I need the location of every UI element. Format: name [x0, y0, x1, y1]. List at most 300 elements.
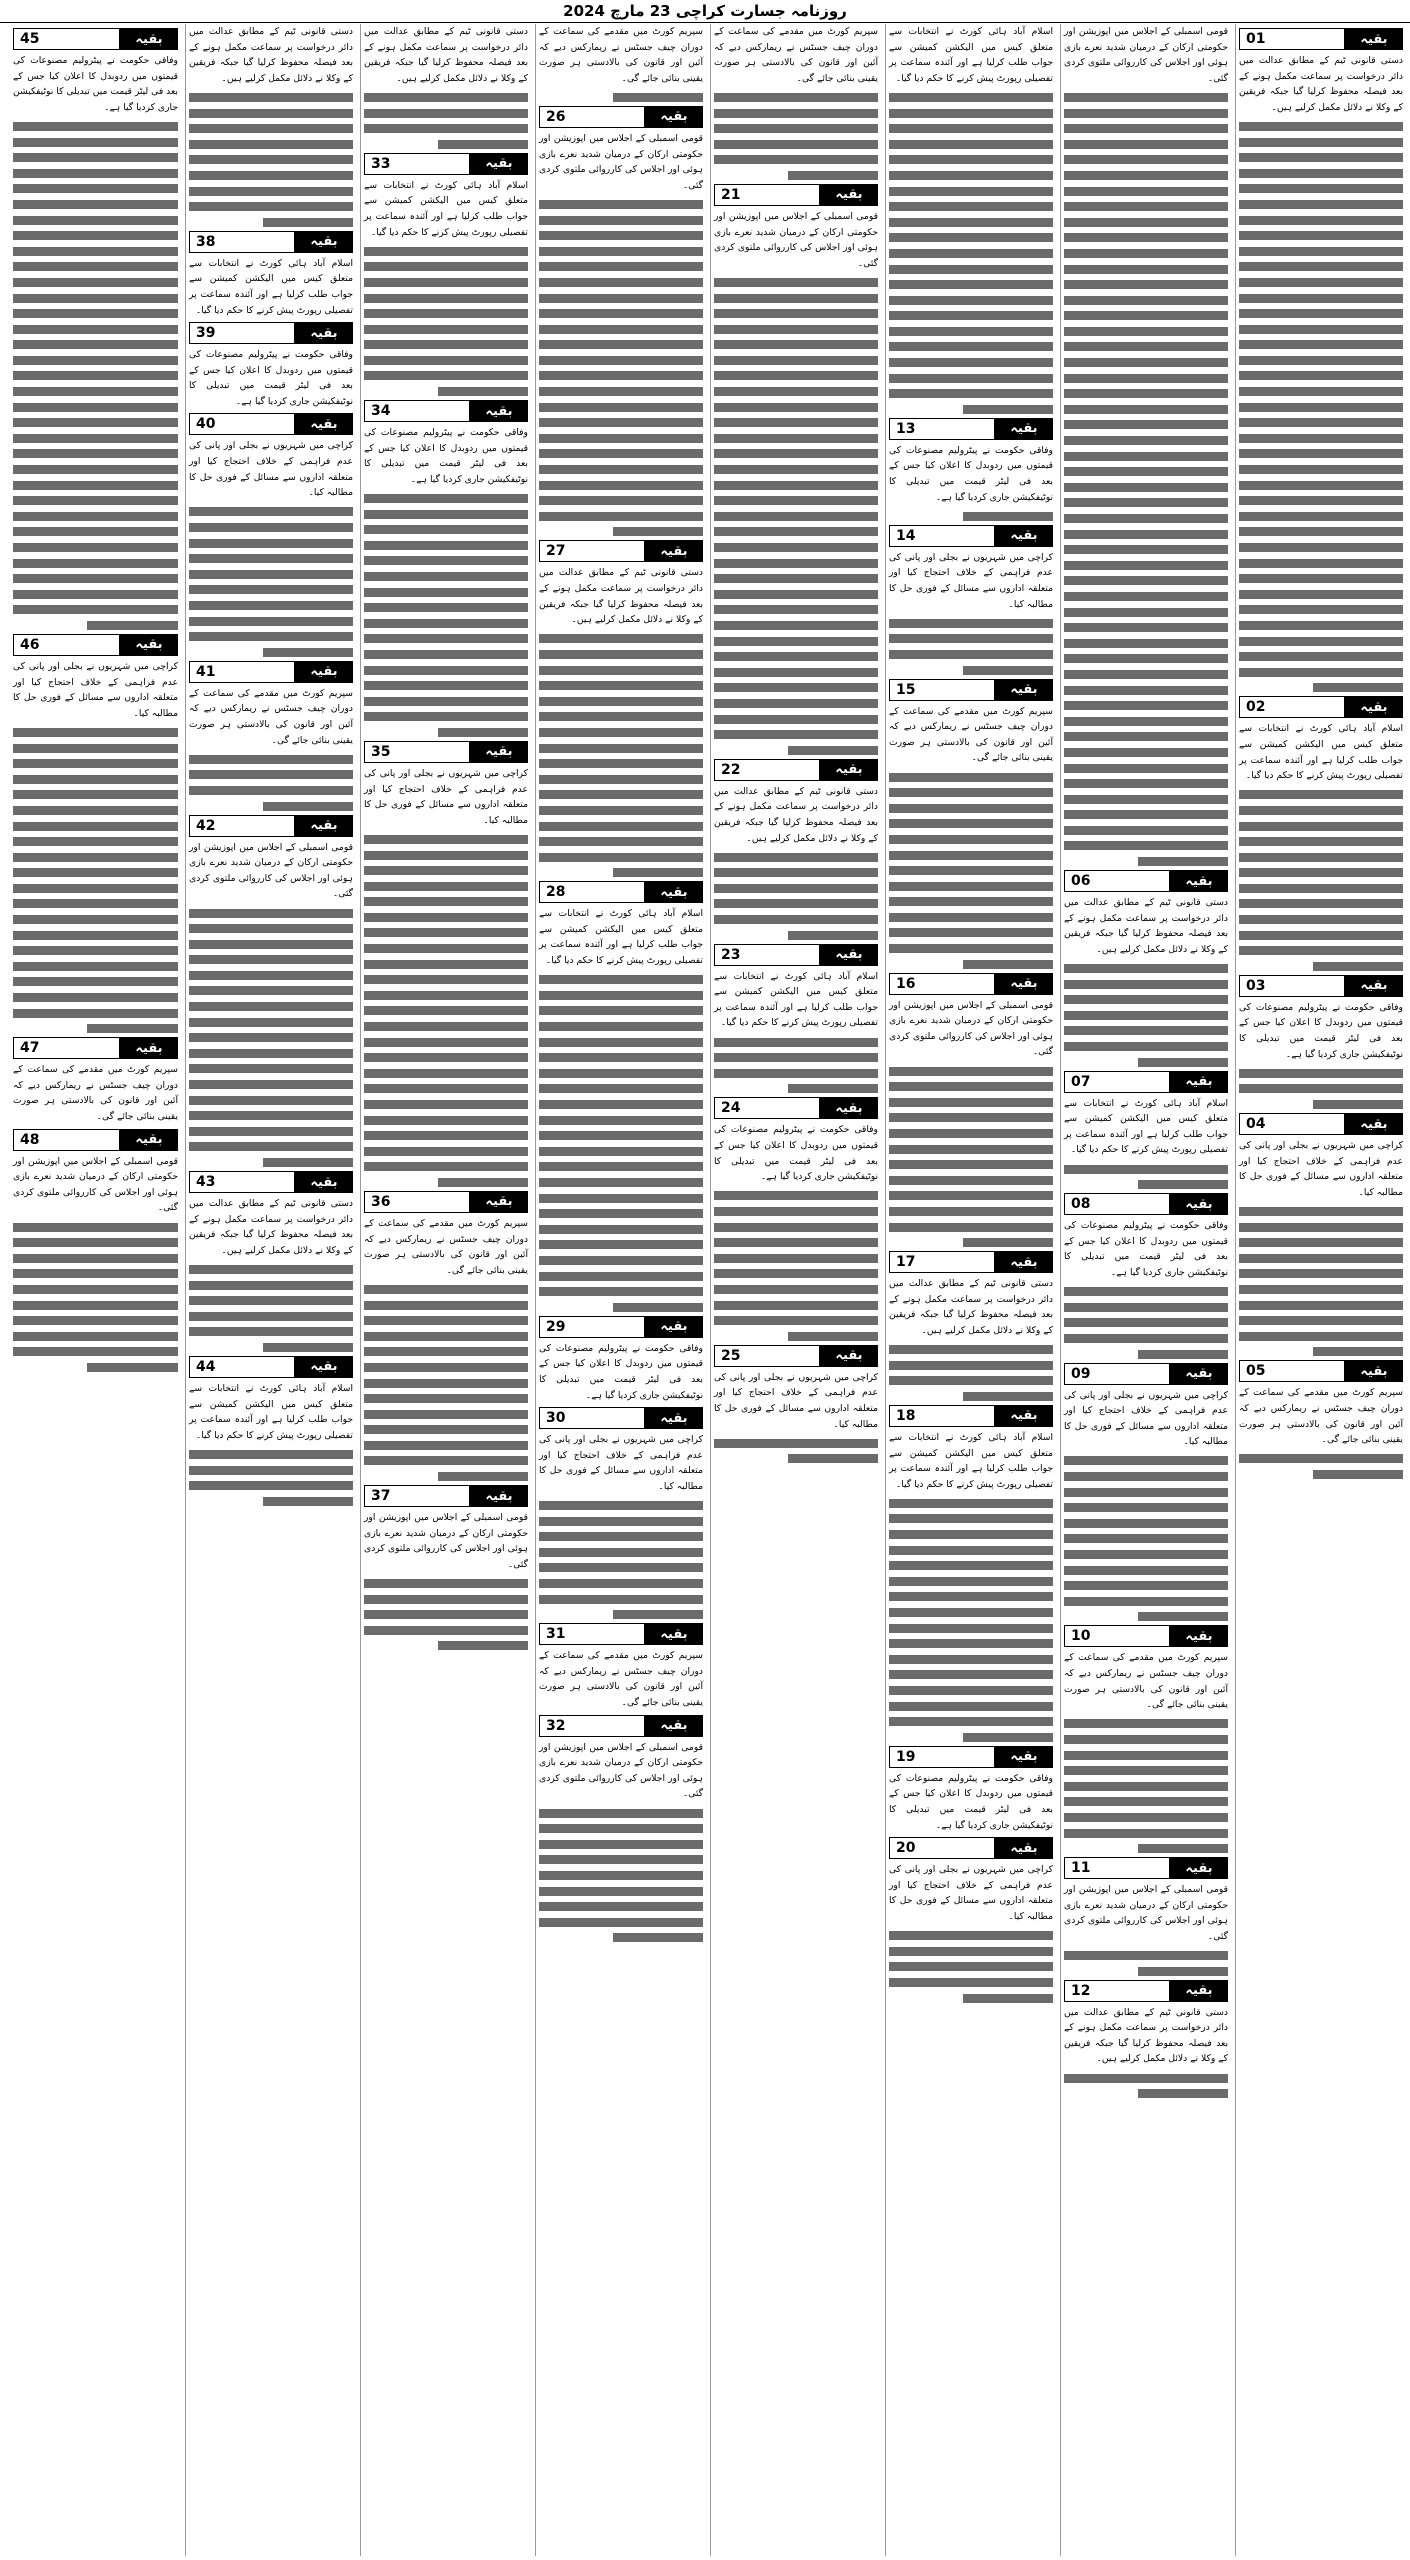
text-line	[714, 1069, 878, 1078]
text-line	[364, 572, 528, 581]
continued-badge: بقیہ	[295, 322, 353, 344]
text-line	[364, 897, 528, 906]
text-line	[1064, 265, 1228, 274]
text-line	[364, 603, 528, 612]
text-line	[364, 1116, 528, 1125]
article-text: کراچی میں شہریوں نے بجلی اور پانی کی عدم فراہمی کے خلاف احتجاج کیا اور متعلقہ اداروں سے مسائل کے فوری حل کا مطالبہ کیا۔	[889, 551, 1053, 610]
article-text-lines	[189, 507, 353, 656]
text-line	[1064, 1165, 1228, 1174]
text-line	[189, 1312, 353, 1321]
article-text-lines	[189, 1265, 353, 1352]
text-line	[438, 140, 528, 149]
text-line	[364, 1084, 528, 1093]
text-line	[714, 371, 878, 380]
text-line	[714, 434, 878, 443]
text-line	[189, 585, 353, 594]
text-line	[714, 1223, 878, 1232]
text-line	[13, 915, 178, 924]
text-line	[1138, 857, 1228, 866]
text-line	[1064, 686, 1228, 695]
text-line	[1064, 576, 1228, 585]
text-line	[1064, 1581, 1228, 1590]
text-line	[13, 403, 178, 412]
text-line	[1239, 868, 1403, 877]
text-line	[1239, 559, 1403, 568]
article-text: وفاقی حکومت نے پیٹرولیم مصنوعات کی قیمتوں میں ردوبدل کا اعلان کیا جس کے بعد فی لیٹر قیمت میں تبدیلی کا نوٹیفکیشن جاری کردیا گیا ہے۔	[889, 444, 1053, 503]
article-text: دستی قانونی ٹیم کے مطابق عدالت میں دائر درخواست پر سماعت مکمل ہونے کے بعد فیصلہ محفوظ کرلیا گیا جبکہ فریقین کے وکلا نے دلائل مکمل کرلیے ہیں۔	[189, 26, 353, 84]
article-text-lines	[539, 200, 703, 536]
text-line	[364, 975, 528, 984]
continued-badge: بقیہ	[995, 1837, 1053, 1859]
text-line	[1239, 325, 1403, 334]
text-line	[1064, 810, 1228, 819]
article-text: اسلام آباد ہائی کورٹ نے انتخابات سے متعلق کیس میں الیکشن کمیشن سے جواب طلب کرلیا ہے اور آئندہ سماعت پر تفصیلی رپورٹ پیش کرنے کا حکم دیا گیا۔	[1239, 723, 1403, 782]
article-text: وفاقی حکومت نے پیٹرولیم مصنوعات کی قیمتوں میں ردوبدل کا اعلان کیا جس کے بعد فی لیٹر قیمت میں تبدیلی کا نوٹیفکیشن جاری کردیا گیا ہے۔	[889, 1772, 1053, 1831]
text-line	[364, 928, 528, 937]
text-line	[714, 418, 878, 427]
text-line	[714, 1238, 878, 1247]
text-line	[889, 913, 1053, 922]
text-line	[189, 617, 353, 626]
text-line	[714, 481, 878, 490]
text-line	[364, 634, 528, 643]
article-text-lines	[889, 1931, 1053, 2002]
text-line	[1064, 467, 1228, 476]
article-text: اسلام آباد ہائی کورٹ نے انتخابات سے متعلق کیس میں الیکشن کمیشن سے جواب طلب کرلیا ہے اور آئندہ سماعت پر تفصیلی رپورٹ پیش کرنے کا حکم دیا گیا۔	[714, 970, 878, 1029]
continued-badge: بقیہ	[820, 1097, 878, 1119]
text-line	[189, 786, 353, 795]
continuation-box	[1064, 1625, 1228, 1647]
text-line	[889, 866, 1053, 875]
article-text-lines	[364, 835, 528, 1187]
text-line	[889, 1546, 1053, 1555]
article-text-lines	[364, 247, 528, 396]
text-line	[889, 619, 1053, 628]
text-line	[438, 1641, 528, 1650]
text-line	[889, 311, 1053, 320]
text-line	[539, 200, 703, 209]
text-line	[189, 1111, 353, 1120]
continued-badge: بقیہ	[1170, 1625, 1228, 1647]
text-line	[889, 109, 1053, 118]
text-line	[13, 309, 178, 318]
text-line	[1239, 1316, 1403, 1325]
text-line	[1239, 184, 1403, 193]
text-line	[13, 449, 178, 458]
continuation-box	[714, 944, 878, 966]
text-line	[889, 171, 1053, 180]
text-line	[1239, 294, 1403, 303]
text-line	[1064, 420, 1228, 429]
article-text-lines	[1239, 1069, 1403, 1109]
continued-badge: بقیہ	[470, 400, 528, 422]
continuation-box	[889, 1251, 1053, 1273]
article-text: وفاقی حکومت نے پیٹرولیم مصنوعات کی قیمتوں میں ردوبدل کا اعلان کیا جس کے بعد فی لیٹر قیمت میں تبدیلی کا نوٹیفکیشن جاری کردیا گیا ہے۔	[714, 1124, 878, 1183]
text-line	[889, 1223, 1053, 1232]
continuation-box	[364, 400, 528, 422]
continuation-box	[539, 106, 703, 128]
text-line	[539, 1162, 703, 1171]
text-line	[13, 527, 178, 536]
text-line	[1239, 806, 1403, 815]
text-line	[13, 1254, 178, 1263]
text-line	[539, 975, 703, 984]
continuation-box	[1064, 1980, 1228, 2002]
continuation-box	[1064, 1193, 1228, 1215]
text-line	[889, 897, 1053, 906]
text-line	[13, 1238, 178, 1247]
text-line	[189, 202, 353, 211]
text-line	[539, 1809, 703, 1818]
text-line	[1239, 899, 1403, 908]
text-line	[539, 309, 703, 318]
text-line	[1064, 701, 1228, 710]
text-line	[364, 1347, 528, 1356]
text-line	[539, 1147, 703, 1156]
text-line	[364, 588, 528, 597]
text-line	[1239, 216, 1403, 225]
text-line	[13, 837, 178, 846]
continuation-number: 13	[889, 418, 995, 440]
continuation-number: 15	[889, 679, 995, 701]
text-line	[1064, 140, 1228, 149]
text-line	[1064, 717, 1228, 726]
continuation-number: 01	[1239, 28, 1345, 50]
continuation-number: 19	[889, 1746, 995, 1768]
continued-badge: بقیہ	[1345, 1113, 1403, 1135]
article-text-lines	[714, 93, 878, 180]
continuation-box	[189, 322, 353, 344]
text-line	[13, 728, 178, 737]
text-line	[714, 527, 878, 536]
text-line	[189, 1466, 353, 1475]
text-line	[364, 666, 528, 675]
text-line	[364, 541, 528, 550]
text-line	[438, 1178, 528, 1187]
article-text-lines	[539, 1501, 703, 1619]
text-line	[714, 853, 878, 862]
text-line	[189, 1002, 353, 1011]
text-line	[1138, 1612, 1228, 1621]
article-text: کراچی میں شہریوں نے بجلی اور پانی کی عدم فراہمی کے خلاف احتجاج کیا اور متعلقہ اداروں سے مسائل کے فوری حل کا مطالبہ کیا۔	[1239, 1140, 1403, 1198]
continuation-box	[189, 231, 353, 253]
text-line	[13, 387, 178, 396]
text-line	[13, 1301, 178, 1310]
newspaper-page	[4, 24, 1406, 2556]
text-line	[539, 1209, 703, 1218]
article-text: اسلام آباد ہائی کورٹ نے انتخابات سے متعلق کیس میں الیکشن کمیشن سے جواب طلب کرلیا ہے اور آئندہ سماعت پر تفصیلی رپورٹ پیش کرنے کا حکم دیا گیا۔	[189, 1382, 353, 1441]
text-line	[889, 218, 1053, 227]
continuation-number: 38	[189, 231, 295, 253]
text-line	[889, 187, 1053, 196]
text-line	[1064, 654, 1228, 663]
article-text: دستی قانونی ٹیم کے مطابق عدالت میں دائر درخواست پر سماعت مکمل ہونے کے بعد فیصلہ محفوظ کرلیا گیا جبکہ فریقین کے وکلا نے دلائل مکمل کرلیے ہیں۔	[189, 1198, 353, 1256]
text-line	[13, 356, 178, 365]
text-line	[364, 294, 528, 303]
text-line	[1064, 1782, 1228, 1791]
continuation-number: 25	[714, 1345, 820, 1367]
text-line	[189, 1049, 353, 1058]
text-line	[539, 806, 703, 815]
text-line	[539, 1084, 703, 1093]
text-line	[539, 1256, 703, 1265]
text-line	[539, 728, 703, 737]
article-text: قومی اسمبلی کے اجلاس میں اپوزیشن اور حکومتی ارکان کے درمیان شدید نعرے بازی ہوئی اور اجلاس کی کارروائی ملتوی کردی گئی۔	[1064, 1884, 1228, 1942]
text-line	[539, 1563, 703, 1572]
text-line	[13, 325, 178, 334]
text-line	[364, 1022, 528, 1031]
text-line	[539, 496, 703, 505]
text-line	[1064, 1011, 1228, 1020]
text-line	[889, 1717, 1053, 1726]
text-line	[714, 543, 878, 552]
continuation-number: 18	[889, 1405, 995, 1427]
text-line	[1064, 1519, 1228, 1528]
text-line	[364, 944, 528, 953]
text-line	[539, 1131, 703, 1140]
text-line	[13, 993, 178, 1002]
text-line	[364, 1147, 528, 1156]
continued-badge: بقیہ	[995, 1251, 1053, 1273]
text-line	[364, 340, 528, 349]
text-line	[539, 418, 703, 427]
continuation-box	[1239, 1360, 1403, 1382]
article-text: سپریم کورٹ میں مقدمے کی سماعت کے دوران چیف جسٹس نے ریمارکس دیے کہ آئین اور قانون کی بالادستی ہر صورت یقینی بنائی جائے گی۔	[539, 1650, 703, 1708]
text-line	[889, 374, 1053, 383]
text-line	[1064, 405, 1228, 414]
text-line	[364, 851, 528, 860]
text-line	[539, 837, 703, 846]
article-text: دستی قانونی ٹیم کے مطابق عدالت میں دائر درخواست پر سماعت مکمل ہونے کے بعد فیصلہ محفوظ کرلیا گیا جبکہ فریقین کے وکلا نے دلائل مکمل کرلیے ہیں۔	[1064, 2006, 1228, 2065]
continued-badge: بقیہ	[470, 1485, 528, 1507]
text-line	[889, 1670, 1053, 1679]
continued-badge: بقیہ	[645, 1407, 703, 1429]
article-text-lines	[1064, 964, 1228, 1067]
text-line	[1064, 280, 1228, 289]
text-line	[539, 775, 703, 784]
text-line	[1064, 1829, 1228, 1838]
text-line	[189, 632, 353, 641]
text-line	[189, 1142, 353, 1151]
text-line	[13, 946, 178, 955]
text-line	[539, 387, 703, 396]
text-line	[539, 1287, 703, 1296]
continuation-box	[189, 413, 353, 435]
text-line	[1064, 218, 1228, 227]
column-4	[710, 24, 881, 2556]
text-line	[1239, 590, 1403, 599]
text-line	[714, 340, 878, 349]
continuation-number: 30	[539, 1407, 645, 1429]
text-line	[539, 853, 703, 862]
text-line	[13, 278, 178, 287]
continuation-number: 35	[364, 741, 470, 763]
text-line	[364, 356, 528, 365]
text-line	[1064, 327, 1228, 336]
text-line	[539, 634, 703, 643]
text-line	[539, 759, 703, 768]
text-line	[189, 924, 353, 933]
article-text-lines	[1064, 1287, 1228, 1358]
text-line	[889, 1082, 1053, 1091]
article-text: سپریم کورٹ میں مقدمے کی سماعت کے دوران چیف جسٹس نے ریمارکس دیے کہ آئین اور قانون کی بالادستی ہر صورت یقینی بنائی جائے گی۔	[364, 1217, 528, 1276]
article-text-lines	[539, 975, 703, 1311]
text-line	[1239, 387, 1403, 396]
article-text: دستی قانونی ٹیم کے مطابق عدالت میں دائر درخواست پر سماعت مکمل ہونے کے بعد فیصلہ محفوظ کرلیا گیا جبکہ فریقین کے وکلا نے دلائل مکمل کرلیے ہیں۔	[1239, 55, 1403, 113]
text-line	[1239, 1084, 1403, 1093]
text-line	[1064, 1797, 1228, 1806]
text-line	[714, 1301, 878, 1310]
text-line	[539, 991, 703, 1000]
article-text: قومی اسمبلی کے اجلاس میں اپوزیشن اور حکومتی ارکان کے درمیان شدید نعرے بازی ہوئی اور اجلاس کی کارروائی ملتوی کردی گئی۔	[539, 1741, 703, 1800]
continuation-number: 21	[714, 184, 820, 206]
continuation-number: 26	[539, 106, 645, 128]
text-line	[539, 1548, 703, 1557]
continuation-box	[889, 679, 1053, 701]
text-line	[613, 527, 703, 536]
continuation-number: 29	[539, 1316, 645, 1338]
text-line	[889, 342, 1053, 351]
article-text: اسلام آباد ہائی کورٹ نے انتخابات سے متعلق کیس میں الیکشن کمیشن سے جواب طلب کرلیا ہے اور آئندہ سماعت پر تفصیلی رپورٹ پیش کرنے کا حکم دیا گیا۔	[364, 179, 528, 238]
text-line	[1239, 574, 1403, 583]
continued-badge: بقیہ	[645, 540, 703, 562]
text-line	[364, 262, 528, 271]
text-line	[889, 358, 1053, 367]
text-line	[539, 247, 703, 256]
text-line	[189, 955, 353, 964]
continuation-number: 47	[13, 1037, 120, 1059]
article-text: قومی اسمبلی کے اجلاس میں اپوزیشن اور حکومتی ارکان کے درمیان شدید نعرے بازی ہوئی اور اجلاس کی کارروائی ملتوی کردی گئی۔	[1064, 26, 1228, 84]
text-line	[963, 960, 1053, 969]
text-line	[13, 790, 178, 799]
text-line	[714, 496, 878, 505]
text-line	[13, 962, 178, 971]
continuation-box	[13, 1037, 178, 1059]
text-line	[1064, 1597, 1228, 1606]
text-line	[539, 1022, 703, 1031]
continuation-box	[364, 741, 528, 763]
continued-badge: بقیہ	[995, 1746, 1053, 1768]
text-line	[539, 449, 703, 458]
text-line	[539, 434, 703, 443]
continuation-box	[889, 418, 1053, 440]
text-line	[1064, 1488, 1228, 1497]
text-line	[1064, 779, 1228, 788]
article-text: قومی اسمبلی کے اجلاس میں اپوزیشن اور حکومتی ارکان کے درمیان شدید نعرے بازی ہوئی اور اجلاس کی کارروائی ملتوی کردی گئی۔	[189, 841, 353, 900]
text-line	[1138, 1350, 1228, 1359]
text-line	[539, 1579, 703, 1588]
continuation-number: 10	[1064, 1625, 1170, 1647]
text-line	[364, 1100, 528, 1109]
continued-badge: بقیہ	[995, 418, 1053, 440]
text-line	[539, 1006, 703, 1015]
text-line	[963, 1238, 1053, 1247]
text-line	[364, 494, 528, 503]
continuation-number: 03	[1239, 975, 1345, 997]
text-line	[539, 356, 703, 365]
continued-badge: بقیہ	[1170, 1071, 1228, 1093]
text-line	[714, 449, 878, 458]
article-text-lines	[1064, 1456, 1228, 1621]
text-line	[364, 1595, 528, 1604]
continued-badge: بقیہ	[120, 634, 178, 656]
text-line	[613, 1610, 703, 1619]
article-text: اسلام آباد ہائی کورٹ نے انتخابات سے متعلق کیس میں الیکشن کمیشن سے جواب طلب کرلیا ہے اور آئندہ سماعت پر تفصیلی رپورٹ پیش کرنے کا حکم دیا گیا۔	[889, 1431, 1053, 1490]
text-line	[1064, 1503, 1228, 1512]
continuation-number: 02	[1239, 696, 1345, 718]
continuation-box	[364, 1485, 528, 1507]
continuation-box	[1239, 1113, 1403, 1135]
continued-badge: بقیہ	[120, 1129, 178, 1151]
continuation-box	[889, 1746, 1053, 1768]
text-line	[1064, 670, 1228, 679]
text-line	[13, 899, 178, 908]
text-line	[364, 991, 528, 1000]
text-line	[1239, 1332, 1403, 1341]
text-line	[539, 231, 703, 240]
text-line	[714, 868, 878, 877]
continued-badge: بقیہ	[295, 1171, 353, 1193]
text-line	[539, 1824, 703, 1833]
text-line	[714, 559, 878, 568]
text-line	[889, 835, 1053, 844]
text-line	[889, 249, 1053, 258]
text-line	[889, 1530, 1053, 1539]
text-line	[189, 109, 353, 118]
continuation-box	[539, 540, 703, 562]
masthead: روزنامہ جسارت کراچی 23 مارچ 2024	[0, 0, 1410, 23]
text-line	[1239, 481, 1403, 490]
text-line	[889, 389, 1053, 398]
continued-badge: بقیہ	[470, 153, 528, 175]
continuation-box	[539, 1623, 703, 1645]
text-line	[1239, 668, 1403, 677]
continued-badge: بقیہ	[820, 1345, 878, 1367]
article-text: دستی قانونی ٹیم کے مطابق عدالت میں دائر درخواست پر سماعت مکمل ہونے کے بعد فیصلہ محفوظ کرلیا گیا جبکہ فریقین کے وکلا نے دلائل مکمل کرلیے ہیں۔	[539, 567, 703, 626]
text-line	[539, 216, 703, 225]
text-line	[539, 340, 703, 349]
text-line	[1239, 512, 1403, 521]
text-line	[1064, 1026, 1228, 1035]
text-line	[963, 1733, 1053, 1742]
continuation-box	[539, 1715, 703, 1737]
text-line	[1239, 822, 1403, 831]
continuation-box	[714, 184, 878, 206]
continuation-number: 40	[189, 413, 295, 435]
continuation-box	[1064, 1363, 1228, 1385]
article-text: کراچی میں شہریوں نے بجلی اور پانی کی عدم فراہمی کے خلاف احتجاج کیا اور متعلقہ اداروں سے مسائل کے فوری حل کا مطالبہ کیا۔	[13, 660, 178, 719]
text-line	[1064, 1751, 1228, 1760]
text-line	[539, 1178, 703, 1187]
article-text-lines	[13, 122, 178, 630]
text-line	[13, 1347, 178, 1356]
text-line	[13, 543, 178, 552]
article-text-lines	[364, 93, 528, 149]
text-line	[263, 1158, 353, 1167]
text-line	[889, 819, 1053, 828]
text-line	[714, 403, 878, 412]
text-line	[1064, 296, 1228, 305]
text-line	[1064, 1951, 1228, 1960]
text-line	[263, 648, 353, 657]
text-line	[1138, 1967, 1228, 1976]
text-line	[13, 481, 178, 490]
article-text: سپریم کورٹ میں مقدمے کی سماعت کے دوران چیف جسٹس نے ریمارکس دیے کہ آئین اور قانون کی بالادستی ہر صورت یقینی بنائی جائے گی۔	[539, 26, 703, 84]
text-line	[364, 1410, 528, 1419]
text-line	[1239, 527, 1403, 536]
text-line	[889, 124, 1053, 133]
continuation-box	[714, 1097, 878, 1119]
